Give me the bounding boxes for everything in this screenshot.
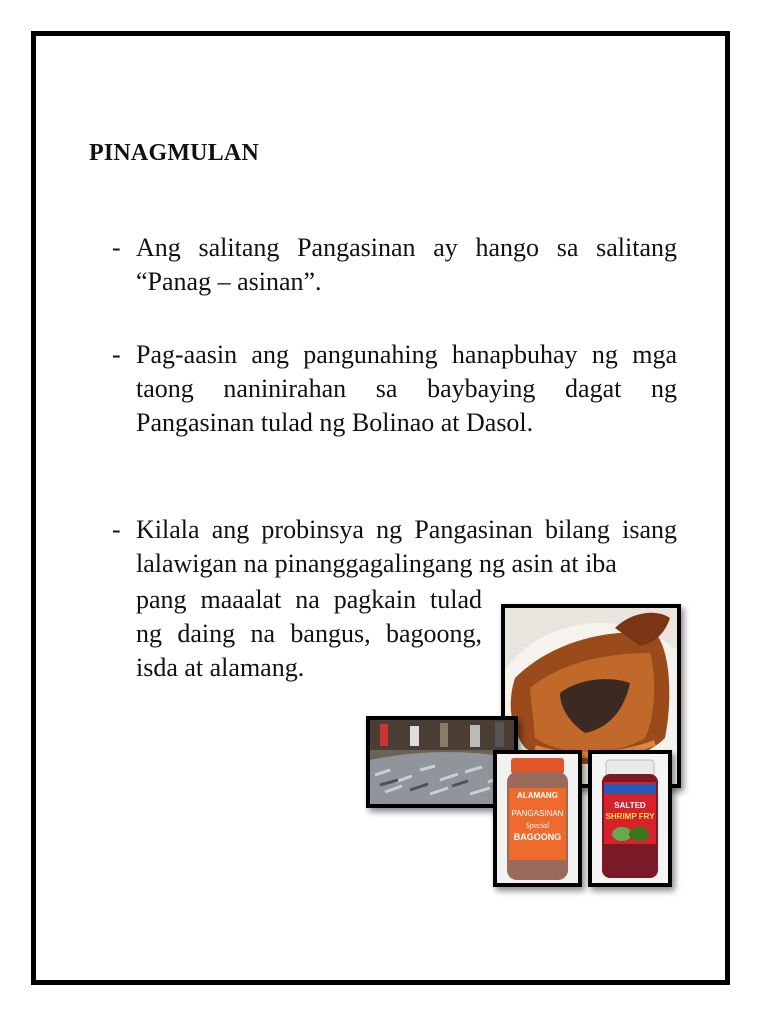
jar-label-text: SALTED bbox=[614, 801, 646, 810]
bullet-item bbox=[112, 231, 677, 299]
shrimp-fry-jar-photo bbox=[588, 750, 672, 887]
bullet-text-continued bbox=[136, 583, 482, 685]
bagoong-jar-photo bbox=[493, 750, 582, 887]
jar-name-text: SHRIMP FRY bbox=[605, 812, 655, 821]
bullet-text: Ang salitang Pangasinan ay hango sa salitang “Panag – asinan”. bbox=[136, 233, 677, 296]
bullet-item bbox=[112, 338, 677, 440]
bullet-text-line: pang maaalat na pagkain tulad bbox=[136, 585, 482, 614]
bullet-text-line: isda at alamang. bbox=[136, 653, 305, 682]
jar-name-text: BAGOONG bbox=[513, 832, 562, 842]
bullet-dash: - bbox=[112, 340, 121, 369]
bullet-text: Pag-aasin ang pangunahing hanapbuhay ng mga taong naninirahan sa baybaying dagat ng Pangasinan tulad ng Bolinao at Dasol. bbox=[136, 340, 677, 437]
jar-sub-text: Special bbox=[525, 821, 550, 830]
jar-label-text: PANGASINAN bbox=[511, 809, 564, 818]
page-heading: PINAGMULAN bbox=[89, 140, 259, 166]
bullet-text-line: ng daing na bangus, bagoong, bbox=[136, 619, 482, 648]
bullet-item bbox=[112, 513, 677, 581]
bullet-dash: - bbox=[112, 233, 121, 262]
bullet-dash: - bbox=[112, 515, 121, 544]
bullet-text: Kilala ang probinsya ng Pangasinan bilang isang lalawigan na pinanggagalingang ng asin at iba bbox=[136, 515, 677, 578]
jar-brand-text: ALAMANG bbox=[517, 791, 558, 800]
